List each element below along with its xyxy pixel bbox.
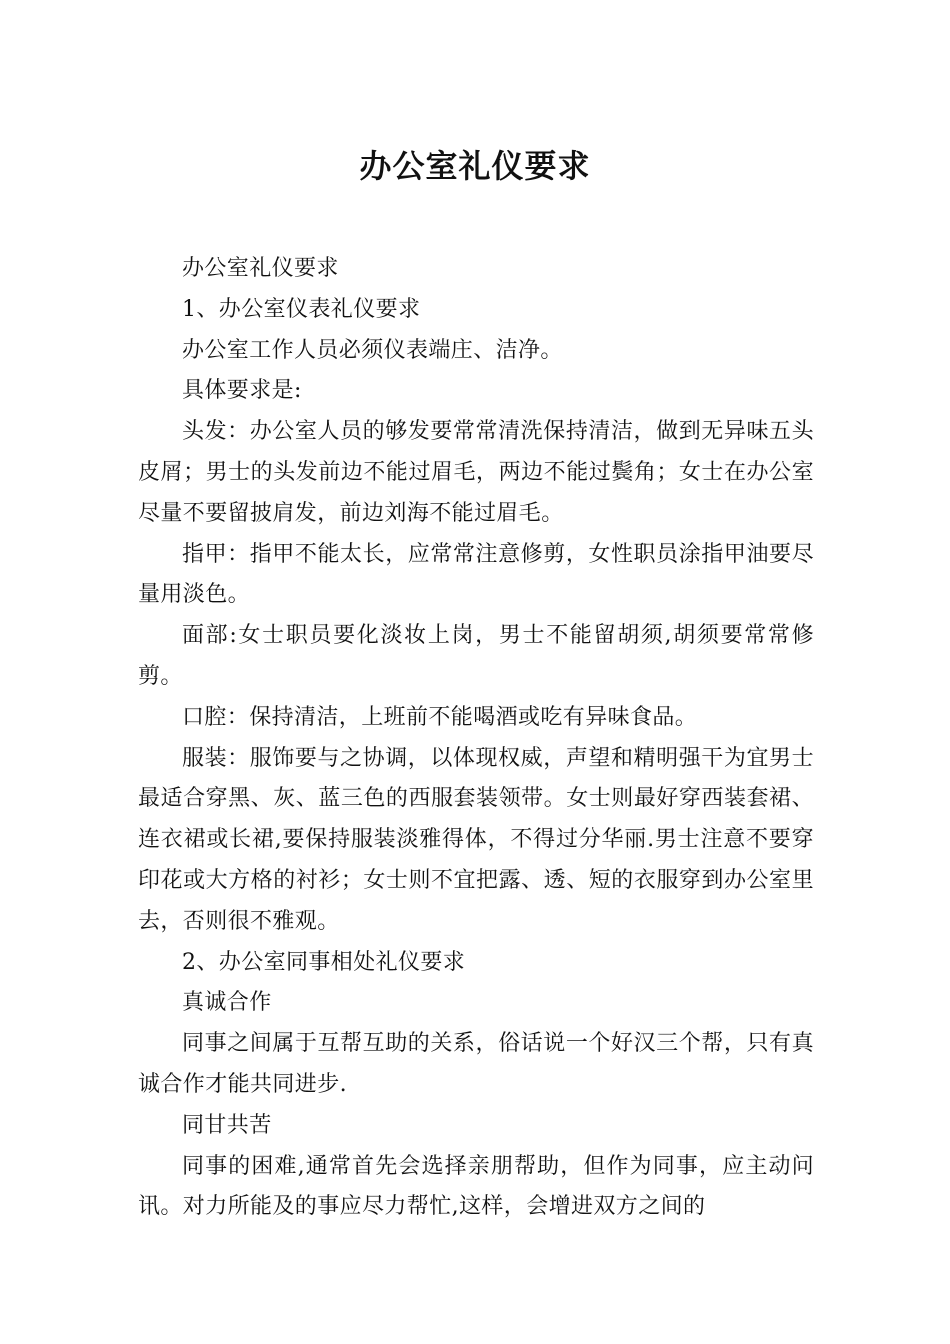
section-heading-1: 1、办公室仪表礼仪要求 bbox=[182, 296, 421, 322]
document-title: 办公室礼仪要求 bbox=[359, 147, 591, 185]
paragraph: 同事的困难,通常首先会选择亲朋帮助，但作为同事，应主动问讯。对力所能及的事应尽力帮忙,这样，会增进双方之间的 bbox=[138, 1153, 814, 1220]
paragraph: 同事之间属于互帮互助的关系，俗话说一个好汉三个帮，只有真诚合作才能共同进步. bbox=[138, 1031, 814, 1097]
subheading-share-hardship: 同甘共苦 bbox=[182, 1112, 272, 1138]
section-heading-2: 2、办公室同事相处礼仪要求 bbox=[182, 949, 466, 975]
subheading-cooperation: 真诚合作 bbox=[182, 990, 272, 1016]
paragraph-hair: 头发：办公室人员的够发要常常清洗保持清洁，做到无异味五头皮屑；男士的头发前边不能过眉毛，两边不能过鬓角；女士在办公室尽量不要留披肩发，前边刘海不能过眉毛。 bbox=[138, 419, 814, 526]
document-body bbox=[138, 249, 814, 1228]
paragraph: 办公室工作人员必须仪表端庄、洁净。 bbox=[182, 337, 563, 363]
paragraph-mouth: 口腔：保持清洁，上班前不能喝酒或吃有异味食品。 bbox=[182, 704, 698, 730]
paragraph-face: 面部:女士职员要化淡妆上岗，男士不能留胡须,胡须要常常修剪。 bbox=[138, 623, 814, 689]
paragraph-clothing: 服装：服饰要与之协调，以体现权威，声望和精明强干为宜男士最适合穿黑、灰、蓝三色的西服套装领带。女士则最好穿西装套裙、连衣裙或长裙,要保持服装淡雅得体，不得过分华丽.男士注意不要穿印花或大方格的衬衫；女士则不宜把露、透、短的衣服穿到办公室里去，否则很不雅观。 bbox=[138, 745, 814, 934]
paragraph: 具体要求是: bbox=[182, 378, 302, 404]
paragraph-heading: 办公室礼仪要求 bbox=[182, 256, 339, 281]
paragraph-nails: 指甲：指甲不能太长，应常常注意修剪，女性职员涂指甲油要尽量用淡色。 bbox=[138, 541, 814, 608]
